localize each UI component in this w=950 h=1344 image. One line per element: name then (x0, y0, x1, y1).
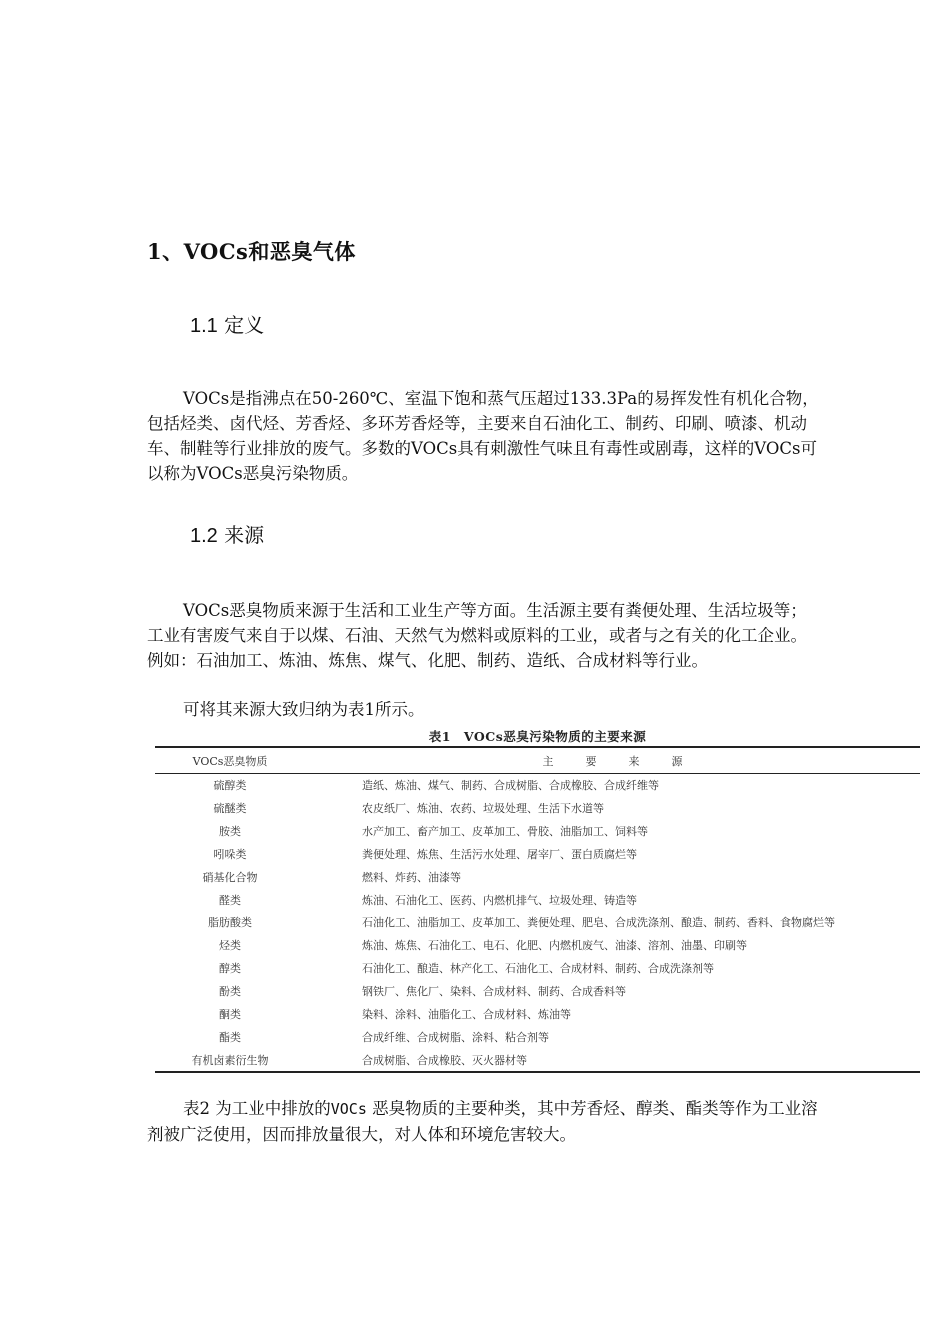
source-cell: 石油化工、油脂加工、皮革加工、粪便处理、肥皂、合成洗涤剂、酿造、制药、香料、食物腐烂等 (362, 916, 835, 930)
source-cell: 合成纤维、合成树脂、涂料、粘合剂等 (362, 1030, 549, 1044)
source-cell: 造纸、炼油、煤气、制药、合成树脂、合成橡胶、合成纤维等 (362, 779, 659, 793)
paragraph-table-intro: 可将其来源大致归纳为表1所示。 (183, 700, 425, 719)
table-row (155, 934, 920, 957)
column-header-source: 主要来源 (542, 754, 715, 768)
section-number: 1.1 (190, 315, 218, 337)
table-row (155, 1025, 920, 1048)
table-row (155, 980, 920, 1003)
voc-sources-table (155, 746, 920, 1073)
substance-cell: 酚类 (219, 985, 241, 999)
table-row (155, 774, 920, 797)
source-cell: 燃料、炸药、油漆等 (362, 870, 461, 884)
source-cell: 石油化工、酿造、林产化工、石油化工、合成材料、制药、合成洗涤剂等 (362, 962, 714, 976)
substance-cell: 硫醇类 (213, 779, 247, 793)
table-row (155, 1002, 920, 1025)
table2-text-end: 恶臭物质的主要种类，其中芳香烃、醇类、酯类等作为工业溶剂被广泛使用，因而排放量很大，对人体和环境危害较大。 (147, 1099, 818, 1144)
source-cell: 炼油、石油化工、医药、内燃机排气、垃圾处理、铸造等 (362, 893, 637, 907)
table-row (155, 957, 920, 980)
section-number: 1.2 (190, 525, 218, 547)
table-caption: 表1 VOCs恶臭污染物质的主要来源 (428, 729, 647, 744)
substance-cell: 脂肪酸类 (208, 916, 252, 930)
substance-cell: 醇类 (219, 962, 241, 976)
source-cell: 染料、涂料、油脂化工、合成材料、炼油等 (362, 1007, 571, 1021)
table-row (155, 911, 920, 934)
source-cell: 钢铁厂、焦化厂、染料、合成材料、制药、合成香料等 (362, 985, 626, 999)
section-heading-source (190, 519, 264, 548)
table2-text-vocs: VOCs (330, 1100, 367, 1118)
table-row (155, 888, 920, 911)
table-row (155, 1048, 920, 1072)
table-row (155, 865, 920, 888)
substance-cell: 吲哚类 (213, 847, 247, 861)
substance-cell: 酯类 (219, 1030, 241, 1044)
substance-cell: 有机卤素衍生物 (191, 1053, 269, 1067)
paragraph-table2-description (147, 1096, 819, 1147)
source-cell: 合成树脂、合成橡胶、灭火器材等 (362, 1053, 527, 1067)
table2-text-start: 表2 为工业中排放的 (183, 1099, 331, 1118)
table-row (155, 797, 920, 820)
heading-vocs-odor-gas: 1、VOCs和恶臭气体 (147, 239, 356, 264)
substance-cell: 醛类 (219, 893, 241, 907)
section-title: 来源 (224, 523, 265, 547)
table-row (155, 843, 920, 866)
table-row (155, 820, 920, 843)
substance-cell: 硝基化合物 (202, 870, 258, 884)
substance-cell: 酮类 (219, 1007, 241, 1021)
section-heading-definition (190, 309, 264, 338)
table-header-row (155, 747, 920, 774)
paragraph-source: VOCs恶臭物质来源于生活和工业生产等方面。生活源主要有粪便处理、生活垃圾等；工业有害废气来自于以煤、石油、天然气为燃料或原料的工业，或者与之有关的化工企业。例如：石油加工、炼油、炼焦、煤气、化肥、制药、造纸、合成材料等行业。 (147, 601, 807, 670)
source-cell: 农皮纸厂、炼油、农药、垃圾处理、生活下水道等 (362, 802, 604, 816)
substance-cell: 硫醚类 (213, 802, 247, 816)
substance-cell: 烃类 (219, 939, 241, 953)
section-title: 定义 (224, 313, 265, 337)
column-header-substance: VOCs恶臭物质 (192, 754, 268, 768)
source-cell: 水产加工、畜产加工、皮革加工、骨胶、油脂加工、饲料等 (362, 825, 648, 839)
source-cell: 炼油、炼焦、石油化工、电石、化肥、内燃机废气、油漆、溶剂、油墨、印刷等 (362, 939, 747, 953)
substance-cell: 胺类 (219, 825, 241, 839)
paragraph-definition: VOCs是指沸点在50-260℃、室温下饱和蒸气压超过133.3Pa的易挥发性有机化合物，包括烃类、卤代烃、芳香烃、多环芳香烃等，主要来自石油化工、制药、印刷、喷漆、机动车、制鞋等行业排放的废气。多数的VOCs具有刺激性气味且有毒性或剧毒，这样的VOCs可以称为VOCs恶臭污染物质。 (147, 389, 819, 483)
source-cell: 粪便处理、炼焦、生活污水处理、屠宰厂、蛋白质腐烂等 (362, 847, 637, 861)
